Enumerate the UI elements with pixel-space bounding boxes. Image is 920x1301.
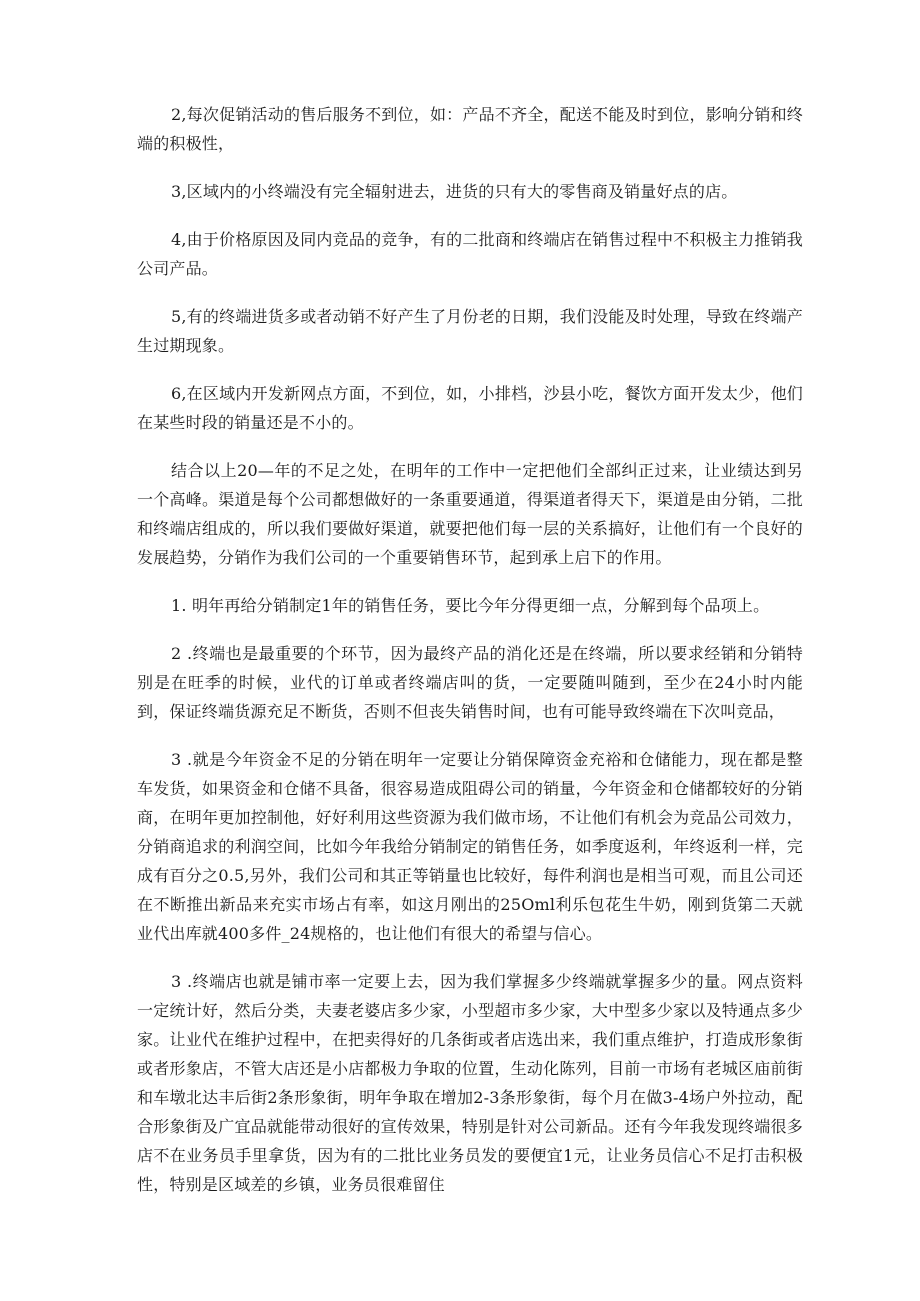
- paragraph-8: 2 .终端也是最重要的个环节，因为最终产品的消化还是在终端，所以要求经销和分销特别是在旺季的时候，业代的订单或者终端店叫的货，一定要随叫随到，至少在24小时内能到，保证终端货源充足不断货，否则不但丧失销售时间，也有可能导致终端在下次叫竞品，: [137, 644, 803, 721]
- document-body: [137, 100, 803, 1218]
- paragraph-3: 4,由于价格原因及同内竞品的竞争，有的二批商和终端店在销售过程中不积极主力推销我公司产品。: [137, 230, 803, 278]
- paragraph-6: 结合以上20—年的不足之处，在明年的工作中一定把他们全部纠正过来，让业绩达到另一个高峰。渠道是每个公司都想做好的一条重要通道，得渠道者得天下，渠道是由分销，二批和终端店组成的，所以我们要做好渠道，就要把他们每一层的关系搞好，让他们有一个良好的发展趋势，分销作为我们公司的一个重要销售环节，起到承上启下的作用。: [137, 461, 803, 567]
- paragraph-2: 3,区域内的小终端没有完全辐射进去，进货的只有大的零售商及销量好点的店。: [171, 182, 738, 201]
- paragraph-7: 1. 明年再给分销制定1年的销售任务，要比今年分得更细一点，分解到每个品项上。: [171, 596, 770, 615]
- paragraph-1: 2,每次促销活动的售后服务不到位，如：产品不齐全，配送不能及时到位，影响分销和终端的积极性，: [137, 105, 803, 153]
- paragraph-4: 5,有的终端进货多或者动销不好产生了月份老的日期，我们没能及时处理，导致在终端产生过期现象。: [137, 307, 803, 355]
- paragraph-5: 6,在区域内开发新网点方面，不到位，如，小排档，沙县小吃，餐饮方面开发太少，他们在某些时段的销量还是不小的。: [137, 384, 803, 432]
- paragraph-9: 3 .就是今年资金不足的分销在明年一定要让分销保障资金充裕和仓储能力，现在都是整车发货，如果资金和仓储不具备，很容易造成阻碍公司的销量，今年资金和仓储都较好的分销商，在明年更加控制他，好好利用这些资源为我们做市场，不让他们有机会为竞品公司效力，分销商追求的利润空间，比如今年我给分销制定的销售任务，如季度返利，年终返利一样，完成有百分之0.5,另外，我们公司和其正等销量也比较好，每件利润也是相当可观，而且公司还在不断推出新品来充实市场占有率，如这月刚出的25Oml利乐包花生牛奶，刚到货第二天就业代出库就400多件_24规格的，也让他们有很大的希望与信心。: [137, 750, 803, 943]
- paragraph-10: 3 .终端店也就是铺市率一定要上去，因为我们掌握多少终端就掌握多少的量。网点资料一定统计好，然后分类，夫妻老婆店多少家，小型超市多少家，大中型多少家以及特通点多少家。让业代在维护过程中，在把卖得好的几条街或者店选出来，我们重点维护，打造成形象街或者形象店，不管大店还是小店都极力争取的位置，生动化陈列，目前一市场有老城区庙前街和车墩北达丰后街2条形象街，明年争取在增加2-3条形象街，每个月在做3-4场户外拉动，配合形象街及广宜品就能带动很好的宣传效果，特别是针对公司新品。还有今年我发现终端很多店不在业务员手里拿货，因为有的二批比业务员发的要便宜1元，让业务员信心不足打击积极性，特别是区域差的乡镇，业务员很难留住: [137, 972, 803, 1194]
